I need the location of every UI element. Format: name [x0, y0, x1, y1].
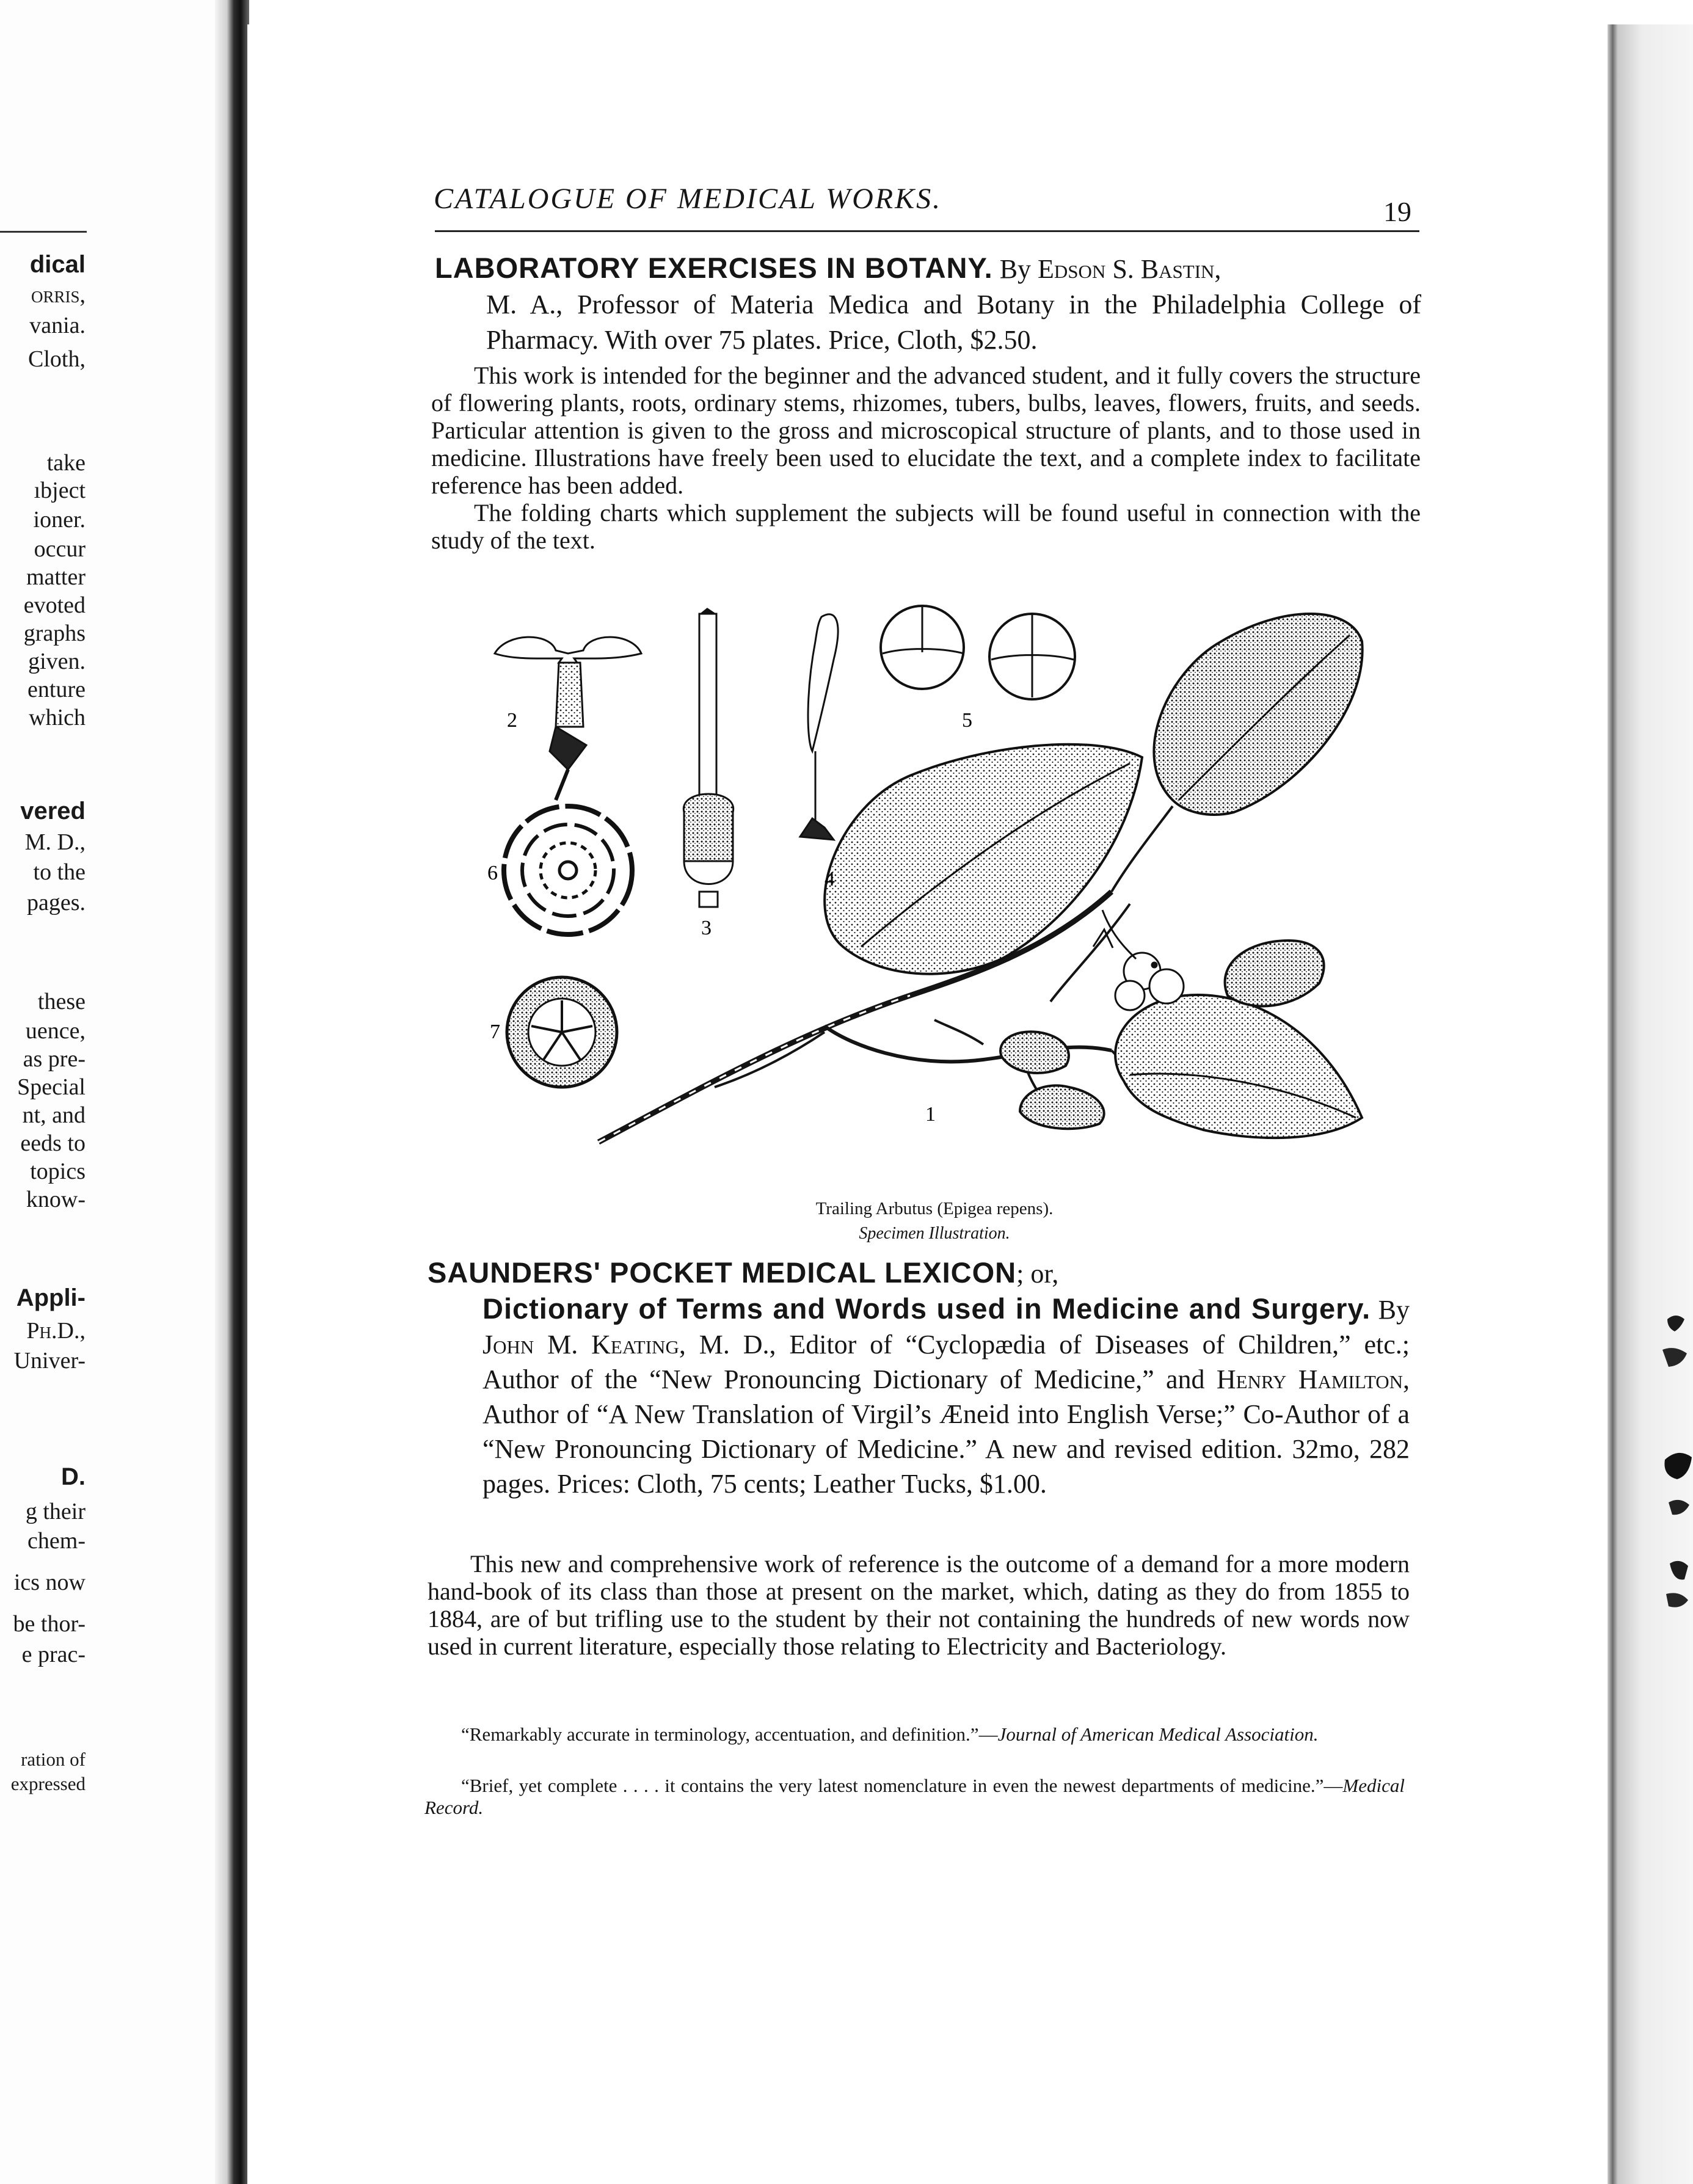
facing-page-line: orris, — [31, 282, 86, 308]
facing-page-line: Ph.D., — [26, 1318, 86, 1344]
press-quote — [424, 1775, 1405, 1819]
facing-page-line: eeds to — [20, 1130, 86, 1156]
quote-source: Medical Record. — [424, 1775, 1405, 1818]
header-rule — [435, 230, 1419, 232]
author-name: Edson S. Bastin, — [1038, 254, 1222, 284]
facing-page-line: these — [37, 989, 86, 1014]
fig-number-5: 5 — [962, 709, 972, 732]
facing-page-line: vered — [20, 798, 86, 824]
quote-text: “Remarkably accurate in terminology, accentuation, and definition.”— — [461, 1724, 998, 1745]
facing-page-line: ıbject — [34, 478, 86, 503]
author-name: John M. Keating, — [482, 1330, 686, 1360]
facing-page-line: ioner. — [33, 507, 86, 533]
facing-page-line: occur — [34, 536, 86, 562]
title-separator: ; or, — [1016, 1259, 1059, 1289]
facing-page-line: as pre- — [23, 1046, 86, 1072]
facing-page-line: which — [29, 705, 86, 730]
facing-page-line: nt, and — [22, 1102, 86, 1128]
facing-page-line: evoted — [23, 592, 86, 618]
fig-number-6: 6 — [487, 862, 498, 884]
fig-number-1: 1 — [925, 1103, 936, 1126]
facing-page-line: Appli- — [16, 1284, 86, 1311]
entry-title: SAUNDERS' POCKET MEDICAL LEXICON — [428, 1256, 1017, 1289]
facing-page-line: D. — [61, 1463, 86, 1490]
fig3-pistil — [683, 609, 733, 907]
facing-page-line: graphs — [23, 621, 86, 646]
facing-page-line: e prac- — [21, 1642, 86, 1667]
facing-page-line: matter — [26, 564, 86, 590]
trailing-arbutus-illustration — [482, 605, 1374, 1246]
fig6-floral-diagram — [504, 806, 632, 934]
facing-page-line: chem- — [27, 1528, 86, 1554]
entry-subtitle: Dictionary of Terms and Words used in Medicine and Surgery. — [482, 1292, 1371, 1325]
facing-page-line: Univer- — [13, 1348, 86, 1374]
fig4-stamen — [800, 614, 838, 840]
author-name: Henry Hamilton, — [1216, 1364, 1410, 1394]
description-paragraph: This work is intended for the beginner and the advanced student, and it fully covers the structure of flowering plants, roots, ordinary stems, rhizomes, tubers, bulbs, leaves, flowers, fruits, and seeds. Particular attention is given to the gross and microscopical structure of plants, and to those used in medicine. Illustrations have freely been used to elucidate the text, and a complete index to facilitate reference has been added. — [431, 362, 1421, 499]
facing-page-line: enture — [27, 677, 86, 702]
entry-details — [428, 1291, 1410, 1501]
facing-page-line: take — [46, 450, 86, 476]
facing-page-line: given. — [28, 649, 86, 674]
fig1-flowers — [1093, 910, 1184, 1010]
figure-subcaption: Specimen Illustration. — [859, 1224, 1010, 1243]
entry-botany-description — [431, 362, 1421, 554]
book-gutter — [215, 0, 249, 2184]
facing-page-line: to the — [33, 859, 86, 885]
running-head: CATALOGUE OF MEDICAL WORKS. — [434, 183, 942, 215]
entry-text: Author of “A New Translation of Virgil’s Æneid into English Verse;” Co-Author of a “New Pronouncing Dictionary of Medicine.” A new and revised edition. 32mo, 282 pages. Prices: Cloth, 75 cents; Leather Tucks, $1.00. — [482, 1399, 1410, 1499]
facing-page-line: be thor- — [13, 1611, 86, 1637]
edge-ink-marks — [1656, 1307, 1693, 1625]
facing-page-line: M. D., — [24, 829, 86, 855]
facing-page-line: Special — [17, 1074, 86, 1100]
fig5-pollen-grains — [881, 606, 1075, 699]
entry-lexicon-description — [428, 1550, 1410, 1660]
entry-text: M. D., Editor of “Cyclopædia of Diseases of Children,” etc.; Author of the “New Pronouncing Dictionary of Medicine,” and — [482, 1330, 1410, 1394]
facing-page-line: vania. — [29, 313, 86, 338]
fig-number-4: 4 — [825, 868, 835, 890]
by-word: By — [999, 254, 1032, 284]
fig7-fruit-section — [507, 977, 617, 1087]
page-number: 19 — [1383, 196, 1411, 227]
facing-page-rule — [0, 231, 87, 233]
entry-details: M. A., Professor of Materia Medica and Botany in the Philadelphia College of Pharmacy. With over 75 plates. Price, Cloth, $2.50. — [486, 289, 1421, 355]
entry-botany-heading — [435, 250, 1421, 358]
facing-page-line: pages. — [26, 890, 86, 915]
facing-page-line: ics now — [13, 1570, 86, 1595]
by-word: By — [1378, 1295, 1410, 1325]
fig-number-2: 2 — [507, 709, 517, 732]
facing-page-line: g their — [25, 1499, 86, 1524]
figure-caption: Trailing Arbutus (Epigea repens). — [815, 1199, 1054, 1218]
fig-number-3: 3 — [701, 917, 712, 939]
description-paragraph: This new and comprehensive work of reference is the outcome of a demand for a more modern hand-book of its class than those at present on the market, which, dating as they do from 1855 to 1884, are of but trifling use to the student by their not containing the hundreds of new words now used in current literature, especially those relating to Electricity and Bacteriology. — [428, 1550, 1410, 1660]
facing-page-line: ration of — [21, 1749, 86, 1770]
entry-title: LABORATORY EXERCISES IN BOTANY. — [435, 252, 993, 284]
facing-page-line: topics — [30, 1159, 86, 1184]
facing-page-line: know- — [26, 1187, 86, 1212]
quote-source: Journal of American Medical Association. — [997, 1724, 1319, 1745]
facing-page-line: uence, — [25, 1018, 86, 1044]
description-paragraph: The folding charts which supplement the subjects will be found useful in connection with the study of the text. — [431, 499, 1421, 554]
quote-text: “Brief, yet complete . . . . it contains the very latest nomenclature in even the newest departments of medicine.”— — [461, 1775, 1343, 1796]
facing-page-line: expressed — [10, 1773, 86, 1794]
facing-page-line: Cloth, — [28, 346, 86, 372]
page-edge-shadow — [1607, 24, 1693, 2184]
facing-page-line: dical — [29, 251, 86, 278]
entry-lexicon-heading — [428, 1255, 1410, 1501]
fig-number-7: 7 — [490, 1021, 500, 1043]
press-quote — [424, 1724, 1405, 1745]
